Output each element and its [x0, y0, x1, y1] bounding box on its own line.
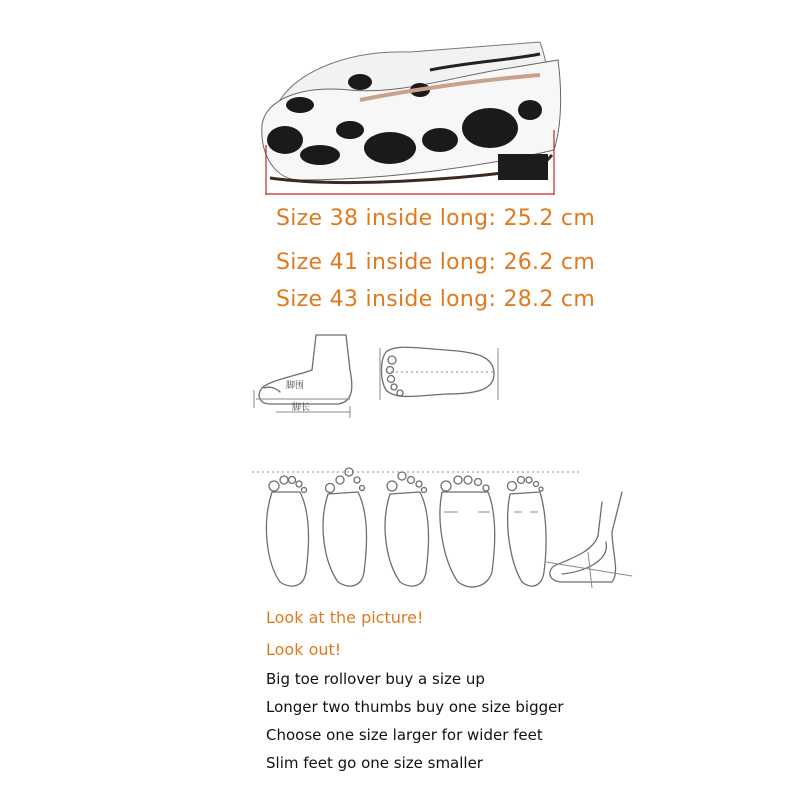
foot-type-1: [266, 476, 308, 586]
size-38-line: Size 38 inside long: 25.2 cm: [276, 206, 596, 231]
foot-type-5: [508, 477, 547, 587]
tip-item: Slim feet go one size smaller: [266, 754, 483, 772]
foot-side-view: [546, 492, 632, 588]
foot-types-diagram: [252, 462, 672, 592]
tip-item: Longer two thumbs buy one size bigger: [266, 698, 564, 716]
look-out-heading: Look out!: [266, 640, 342, 659]
foot-type-3: [385, 472, 428, 586]
tip-item: Choose one size larger for wider feet: [266, 726, 543, 744]
foot-length-label: 脚长: [292, 403, 311, 413]
foot-type-2: [323, 468, 366, 586]
size-41-line: Size 41 inside long: 26.2 cm: [276, 250, 596, 275]
look-at-picture-heading: Look at the picture!: [266, 608, 424, 627]
foot-girth-label: 脚围: [286, 381, 305, 391]
tip-item: Big toe rollover buy a size up: [266, 670, 485, 688]
foot-type-4: [440, 476, 495, 587]
foot-measure-diagram: [246, 330, 516, 420]
shoe-product-image: [240, 30, 570, 200]
size-43-line: Size 43 inside long: 28.2 cm: [276, 287, 596, 312]
